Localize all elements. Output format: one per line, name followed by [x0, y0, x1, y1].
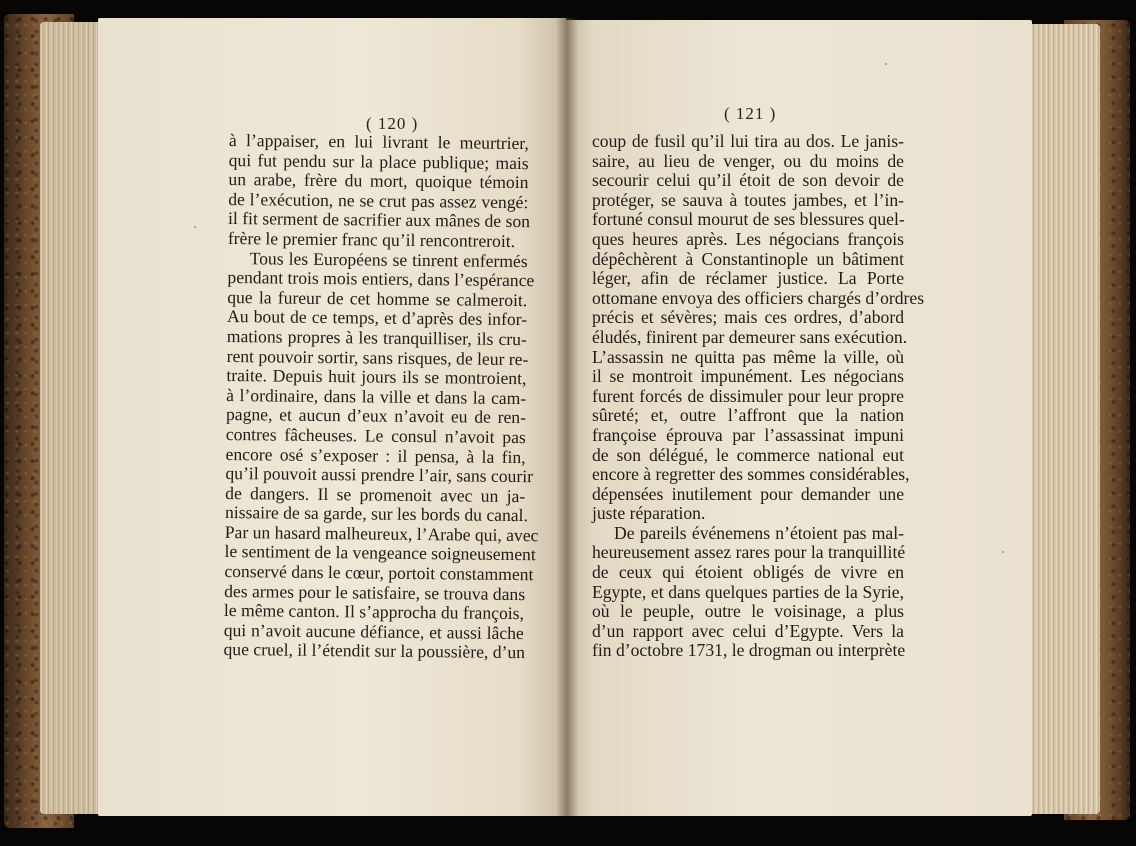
text-line: à l’appaiser, en lui livrant le meurtrier,	[228, 130, 529, 154]
text-line: le même canton. Il s’approcha du françois,	[223, 600, 525, 624]
text-line: traite. Depuis huit jours ils se montroient,	[226, 365, 527, 389]
text-line: qu’il pouvoit aussi prendre l’air, sans courir	[225, 463, 534, 487]
book-gutter	[556, 18, 578, 816]
left-page-text	[223, 130, 539, 663]
text-line: éludés, finirent par demeurer sans exécution.	[592, 326, 908, 347]
text-line: de ceux qui étoient obligés de vivre en	[592, 562, 904, 583]
text-line: heureusement assez rares pour la tranquillité	[592, 542, 906, 563]
text-line: de l’exécution, ne se crut pas assez vengé:	[228, 188, 529, 212]
text-line: fortuné consul mourut de ses blessures quel-	[592, 209, 905, 230]
text-line: De pareils événemens n’étoient pas mal-	[614, 522, 904, 543]
text-line: le sentiment de la vengeance soigneusement	[224, 541, 536, 565]
right-page-text	[592, 131, 925, 661]
text-line: sûreté; et, outre l’affront que la nation	[592, 405, 904, 426]
text-line: fin d’octobre 1731, le drogman ou interprète	[592, 640, 906, 661]
text-line: secourir celui qu’il étoit de son devoir de	[592, 170, 904, 191]
right-page-edges	[1030, 24, 1100, 814]
text-line: Par un hasard malheureux, l’Arabe qui, avec	[224, 521, 539, 546]
right-page-number: ( 121 )	[724, 104, 777, 123]
text-line: saire, au lieu de venger, ou du moins de	[592, 150, 904, 171]
text-line: dépensées inutilement pour demander une	[592, 483, 904, 504]
text-line: L’assassin ne quitta pas même la ville, où	[592, 346, 904, 367]
text-line: il se montroit impunément. Les négocians	[592, 366, 904, 387]
text-line: léger, afin de réclamer justice. La Porte	[592, 268, 904, 289]
text-line: nissaire de sa garde, sur les bords du canal.	[224, 502, 529, 526]
text-line: des armes pour le satisfaire, se trouva dans	[224, 580, 526, 604]
text-line: françoise éprouva par l’assassinat impuni	[592, 424, 904, 445]
text-line: Tous les Européens se tinrent enfermés	[249, 247, 528, 271]
text-line: frère le premier franc qu’il rencontreroit.	[227, 227, 516, 251]
paper-speck	[885, 63, 887, 65]
left-page-number: ( 120 )	[366, 114, 419, 133]
paper-speck	[194, 226, 196, 228]
text-line: ques heures après. Les négocians françois	[592, 228, 904, 249]
text-line: dépêchèrent à Constantinople un bâtiment	[592, 248, 904, 269]
text-line: à l’ordinaire, dans la ville et dans la cam-	[226, 384, 527, 408]
text-line: qui fut pendu sur la place publique; mais	[228, 149, 529, 173]
text-line: il fit serment de sacrifier aux mânes de son	[227, 208, 531, 232]
text-line: ottomane envoya des officiers chargés d’ordres	[592, 287, 925, 308]
text-line: rent pouvoir sortir, sans risques, de leur re-	[226, 345, 529, 369]
text-line: Egypte, et dans quelques parties de la Syrie,	[592, 581, 904, 602]
text-line: juste réparation.	[592, 503, 706, 524]
text-line: précis et sévères; mais ces ordres, d’abord	[592, 307, 904, 328]
text-line: d’un rapport avec celui d’Egypte. Vers la	[592, 620, 904, 641]
text-line: où le peuple, outre le voisinage, a plus	[592, 601, 904, 622]
text-line: conservé dans le cœur, portoit constamment	[224, 561, 534, 585]
text-line: pagne, et aucun d’eux n’avoit eu de ren-	[225, 404, 527, 428]
text-line: encore à regretter des sommes considérables,	[592, 464, 910, 485]
text-line: que la fureur de cet homme se calmeroit.	[227, 286, 528, 310]
text-line: encore osé s’exposer : il pensa, à la fin,	[225, 443, 526, 467]
text-line: coup de fusil qu’il lui tira au dos. Le janis-	[592, 131, 904, 151]
text-line: de son délégué, le commerce national eut	[592, 444, 904, 465]
text-line: un arabe, frère du mort, quoique témoin	[228, 169, 529, 193]
text-line: furent forcés de dissimuler pour leur propre	[592, 385, 904, 406]
paper-speck	[1002, 551, 1004, 553]
text-line: mations propres à les tranquilliser, ils cru-	[226, 325, 527, 350]
text-line: de dangers. Il se promenoit avec un ja-	[225, 482, 526, 506]
left-page-edges	[40, 22, 104, 814]
text-line: que cruel, il l’étendit sur la poussière, d’un	[223, 639, 526, 663]
text-line: contres fâcheuses. Le consul n’avoit pas	[225, 423, 526, 448]
text-line: qui n’avoit aucune défiance, et aussi lâche	[223, 619, 524, 643]
text-line: protéger, se sauva à toutes jambes, et l’in-	[592, 189, 904, 210]
text-line: pendant trois mois entiers, dans l’espérance	[227, 267, 535, 291]
text-line: Au bout de ce temps, et d’après des infor-	[226, 306, 528, 330]
